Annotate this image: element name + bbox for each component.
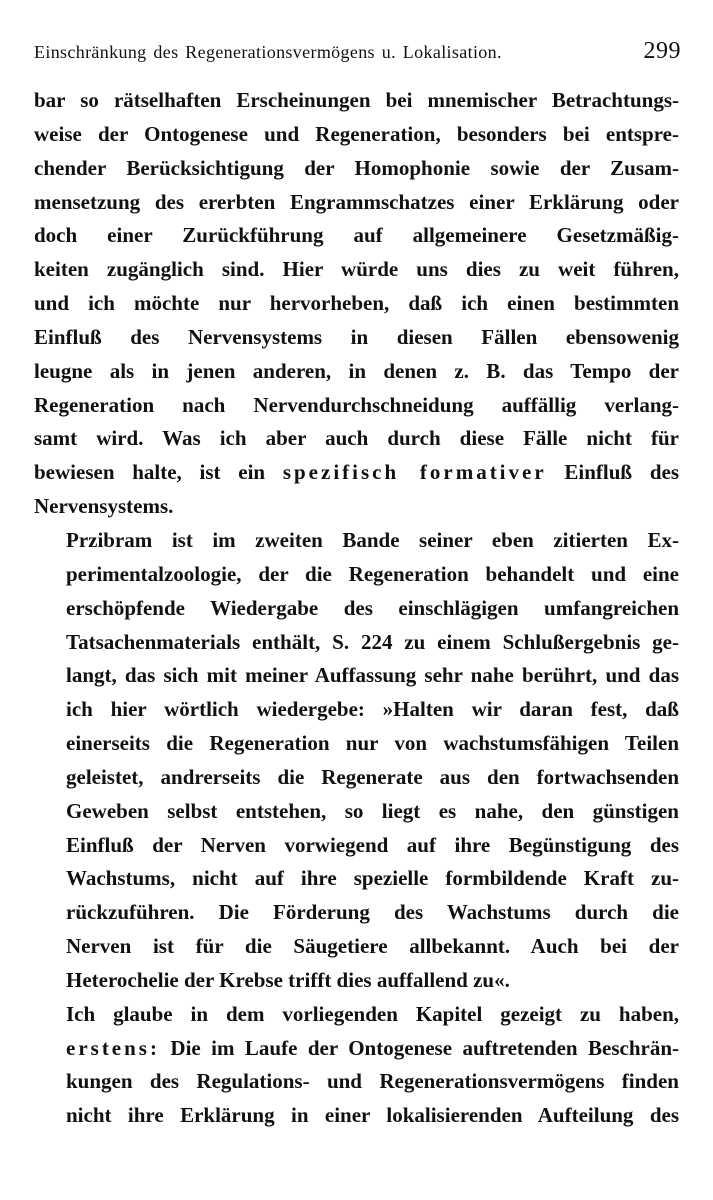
text-run: bewiesen halte, ist ein bbox=[34, 460, 283, 485]
text-line: kungen des Regulations- und Regenerationsvermögens finden bbox=[66, 1069, 679, 1094]
text-line: Tatsachenmaterials enthält, S. 224 zu einem Schlußergebnis ge- bbox=[66, 629, 679, 654]
text-line: rückzuführen. Die Förderung des Wachstums durch die bbox=[66, 900, 679, 925]
text-line: keiten zugänglich sind. Hier würde uns dies zu weit führen, bbox=[34, 257, 679, 282]
page-number: 299 bbox=[643, 38, 681, 64]
text-line: Heterochelie der Krebse trifft dies auffallend zu«. bbox=[66, 967, 510, 992]
text-line: geleistet, andrerseits die Regenerate aus den fortwachsenden bbox=[66, 764, 679, 789]
text-line: Nerven ist für die Säugetiere allbekannt. Auch bei der bbox=[66, 934, 679, 959]
text-line: Ich glaube in dem vorliegenden Kapitel gezeigt zu haben, bbox=[66, 1001, 679, 1026]
text-line: Einfluß der Nerven vorwiegend auf ihre Begünstigung des bbox=[66, 832, 679, 857]
text-line: Einfluß des Nervensystems in diesen Fällen ebensowenig bbox=[34, 324, 679, 349]
text-line: Przibram ist im zweiten Bande seiner eben zitierten Ex- bbox=[66, 527, 679, 552]
body-text bbox=[34, 84, 679, 1133]
paragraph-1 bbox=[34, 84, 679, 524]
text-line: weise der Ontogenese und Regeneration, besonders bei entspre- bbox=[34, 121, 679, 146]
text-line: einerseits die Regeneration nur von wachstumsfähigen Teilen bbox=[66, 731, 679, 756]
running-title: Einschränkung des Regenerationsvermögens u. Lokalisation. bbox=[34, 42, 502, 62]
text-run: Einfluß des bbox=[546, 460, 680, 485]
text-line bbox=[34, 456, 679, 490]
text-line: samt wird. Was ich aber auch durch diese Fälle nicht für bbox=[34, 426, 679, 451]
text-line: und ich möchte nur hervorheben, daß ich einen bestimmten bbox=[34, 291, 679, 316]
text-line: mensetzung des ererbten Engrammschatzes einer Erklärung oder bbox=[34, 189, 679, 214]
text-line: perimentalzoologie, der die Regeneration behandelt und eine bbox=[66, 561, 679, 586]
paragraph-3 bbox=[34, 998, 679, 1133]
text-line: Wachstums, nicht auf ihre spezielle formbildende Kraft zu- bbox=[66, 866, 679, 891]
spaced-emphasis: erstens: bbox=[66, 1035, 160, 1060]
page-header bbox=[34, 38, 681, 70]
text-line: Geweben selbst entstehen, so liegt es nahe, den günstigen bbox=[66, 798, 679, 823]
text-line: Nervensystems. bbox=[34, 494, 174, 519]
text-line: ich hier wörtlich wiedergebe: »Halten wir daran fest, daß bbox=[66, 697, 679, 722]
spaced-emphasis: spezifisch formativer bbox=[282, 460, 547, 485]
paragraph-2 bbox=[34, 524, 679, 998]
text-line: erschöpfende Wiedergabe des einschlägigen umfangreichen bbox=[66, 595, 679, 620]
text-line: chender Berücksichtigung der Homophonie sowie der Zusam- bbox=[34, 155, 679, 180]
text-line: doch einer Zurückführung auf allgemeinere Gesetzmäßig- bbox=[34, 223, 679, 248]
text-run: Die im Laufe der Ontogenese auftretenden Beschrän- bbox=[159, 1035, 679, 1060]
text-line: leugne als in jenen anderen, in denen z. B. das Tempo der bbox=[34, 358, 679, 383]
text-line bbox=[34, 1032, 679, 1066]
text-line: Regeneration nach Nervendurchschneidung auffällig verlang- bbox=[34, 392, 679, 417]
text-line: langt, das sich mit meiner Auffassung sehr nahe berührt, und das bbox=[66, 663, 679, 688]
text-line: bar so rätselhaften Erscheinungen bei mnemischer Betrachtungs- bbox=[34, 88, 679, 112]
text-line: nicht ihre Erklärung in einer lokalisierenden Aufteilung des bbox=[66, 1103, 679, 1128]
